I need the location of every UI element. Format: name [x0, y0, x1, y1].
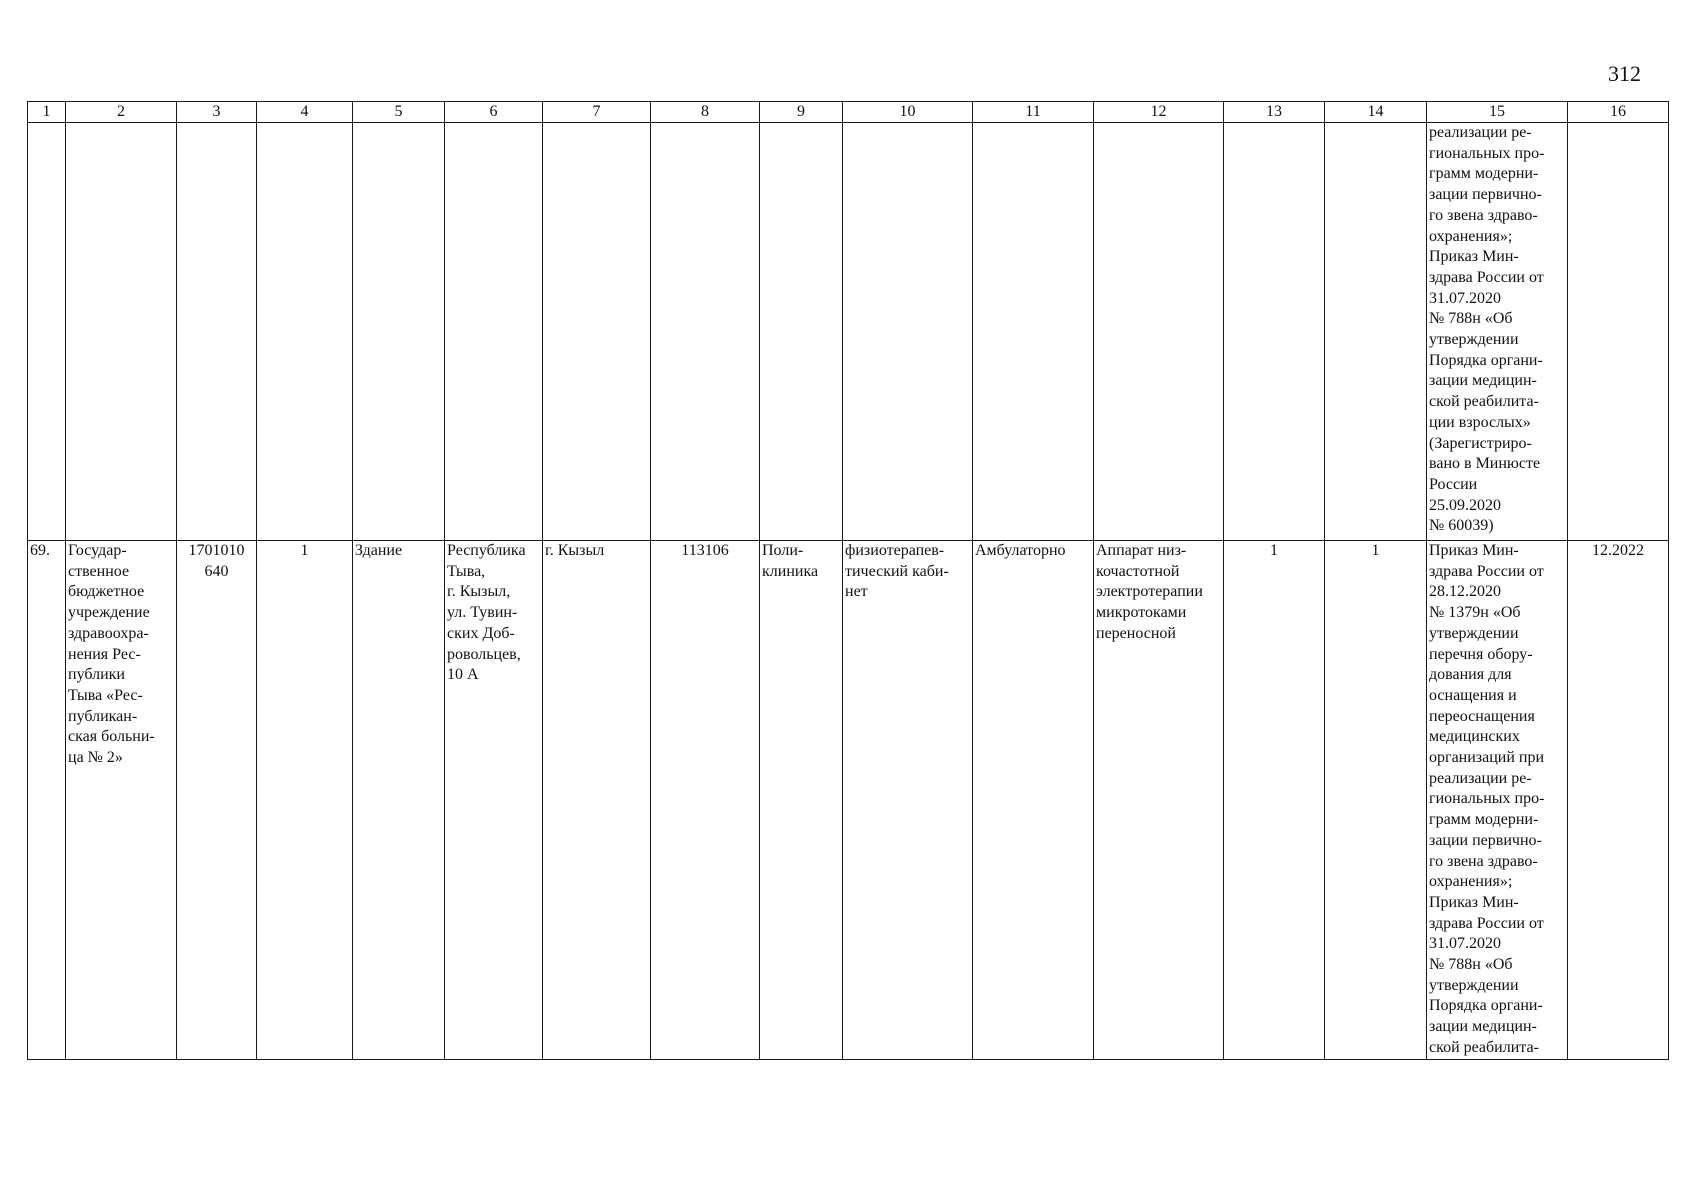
cell-text-line: утверждении [1429, 976, 1519, 994]
page-number: 312 [1608, 61, 1641, 86]
cell-text-line: грамм модерни- [1429, 165, 1539, 183]
cell-text-line: Приказ Мин- [1429, 248, 1519, 266]
column-header: 1 [28, 102, 66, 123]
cell-text-line: здрава России от [1429, 562, 1544, 580]
cell-text-line: Приказ Мин- [1429, 542, 1519, 559]
cell-text-line: го звена здраво- [1429, 206, 1538, 224]
cell-text-line: Тыва «Рес- [68, 686, 143, 704]
column-header: 4 [257, 102, 353, 123]
cell-text-line: дования для [1429, 666, 1512, 684]
column-header: 10 [843, 102, 973, 123]
count-cell: 1 [257, 541, 353, 1060]
cell-text-line: здрава России от [1429, 914, 1544, 932]
equipment-table [27, 101, 1669, 1060]
cell-text-line: тический каби- [845, 562, 949, 580]
object-type-cell: Здание [353, 541, 445, 1060]
cell-text-line: здрава России от [1429, 268, 1544, 286]
cell-text-line: реализации ре- [1429, 124, 1532, 141]
cell-text-line: перечня обору- [1429, 645, 1533, 663]
cell-text-line: реализации ре- [1429, 769, 1532, 787]
inn-cell [177, 541, 257, 1060]
column-header: 5 [353, 102, 445, 123]
column-header: 14 [1325, 102, 1427, 123]
column-header: 8 [651, 102, 760, 123]
cell-text-line: Поли- [762, 542, 804, 559]
column-header: 11 [973, 102, 1094, 123]
cell-text-line: вано в Минюсте [1429, 455, 1541, 473]
cell-text-line: грамм модерни- [1429, 811, 1539, 829]
cell-text-line: здравоохра- [68, 624, 149, 642]
table-row-continued [28, 123, 1669, 541]
cell-text-line: 10 А [447, 666, 479, 684]
cell-text-line: переносной [1096, 624, 1176, 642]
table-cell [843, 123, 973, 541]
cell-text-line: гиональных про- [1429, 790, 1545, 808]
cell-text-line: гиональных про- [1429, 144, 1545, 162]
table-row-69 [28, 541, 1669, 1060]
room-cell [843, 541, 973, 1060]
cell-text-line: физиотерапев- [845, 542, 945, 559]
cell-text-line: го звена здраво- [1429, 852, 1538, 870]
cell-text-line: кочастотной [1096, 562, 1180, 580]
cell-text-line: зации первично- [1429, 831, 1542, 849]
cell-text-line: нения Рес- [68, 645, 141, 663]
cell-text-line: 640 [204, 562, 229, 580]
cell-text-line: № 788н «Об [1429, 310, 1513, 328]
cell-text-line: оснащения и [1429, 686, 1517, 704]
table-cell [177, 123, 257, 541]
cell-text-line: переоснащения [1429, 707, 1535, 725]
cell-text-line: организаций при [1429, 749, 1545, 767]
table-cell [1325, 123, 1427, 541]
cell-text-line: клиника [762, 562, 819, 580]
unit-type-cell [760, 541, 843, 1060]
table-cell [353, 123, 445, 541]
cell-text-line: Государ- [68, 542, 127, 559]
cell-text-line: г. Кызыл, [447, 583, 511, 601]
table-cell [973, 123, 1094, 541]
cell-text-line: Республика [447, 542, 526, 559]
cell-text-line: ской реабилита- [1429, 1038, 1539, 1056]
column-number-row [28, 102, 1669, 123]
table-cell [760, 123, 843, 541]
legal-basis-cell [1427, 123, 1568, 541]
cell-text-line: зации медицин- [1429, 1018, 1537, 1036]
column-header: 12 [1094, 102, 1224, 123]
table-cell [1224, 123, 1325, 541]
table-cell [257, 123, 353, 541]
institution-name-cell [66, 541, 177, 1060]
cell-text-line: Порядка органи- [1429, 351, 1543, 369]
column-header: 6 [445, 102, 543, 123]
column-header: 13 [1224, 102, 1325, 123]
cell-text-line: 31.07.2020 [1429, 935, 1501, 953]
cell-text-line: зации медицин- [1429, 372, 1537, 390]
cell-text-line: ца № 2» [68, 749, 123, 767]
table-cell [66, 123, 177, 541]
cell-text-line: 28.12.2020 [1429, 583, 1501, 601]
column-header: 7 [543, 102, 651, 123]
row-number-cell: 69. [28, 541, 66, 1060]
table-cell [1568, 123, 1669, 541]
cell-text-line: Порядка органи- [1429, 997, 1543, 1015]
cell-text-line: нет [845, 583, 868, 601]
cell-text-line: ственное [68, 562, 130, 580]
code-cell: 113106 [651, 541, 760, 1060]
table-cell [445, 123, 543, 541]
column-header: 9 [760, 102, 843, 123]
table-cell [1094, 123, 1224, 541]
cell-text-line: 1701010 [188, 542, 245, 559]
cell-text-line: микротоками [1096, 604, 1187, 622]
cell-text-line: Приказ Мин- [1429, 893, 1519, 911]
cell-text-line: публикан- [68, 707, 138, 725]
column-header: 3 [177, 102, 257, 123]
cell-text-line: охранения»; [1429, 227, 1513, 245]
cell-text-line: медицинских [1429, 728, 1520, 746]
cell-text-line: учреждение [68, 604, 150, 622]
cell-text-line: № 1379н «Об [1429, 604, 1521, 622]
cell-text-line: 31.07.2020 [1429, 289, 1501, 307]
quantity-cell: 1 [1325, 541, 1427, 1060]
column-header: 2 [66, 102, 177, 123]
care-form-cell: Амбулаторно [973, 541, 1094, 1060]
city-cell: г. Кызыл [543, 541, 651, 1060]
cell-text-line: Тыва, [447, 562, 486, 580]
table-cell [28, 123, 66, 541]
date-cell: 12.2022 [1568, 541, 1669, 1060]
legal-basis-cell [1427, 541, 1568, 1060]
cell-text-line: Аппарат низ- [1096, 542, 1187, 559]
address-cell [445, 541, 543, 1060]
cell-text-line: утверждении [1429, 331, 1519, 349]
cell-text-line: № 60039) [1429, 517, 1494, 535]
table-cell [651, 123, 760, 541]
cell-text-line: электротерапии [1096, 583, 1203, 601]
cell-text-line: охранения»; [1429, 873, 1513, 891]
cell-text-line: ских Доб- [447, 624, 515, 642]
cell-text-line: № 788н «Об [1429, 956, 1513, 974]
cell-text-line: ской реабилита- [1429, 393, 1539, 411]
cell-text-line: ская больни- [68, 728, 155, 746]
cell-text-line: ции взрослых» [1429, 413, 1531, 431]
column-header: 16 [1568, 102, 1669, 123]
cell-text-line: зации первично- [1429, 186, 1542, 204]
quantity-cell: 1 [1224, 541, 1325, 1060]
cell-text-line: бюджетное [68, 583, 145, 601]
cell-text-line: 25.09.2020 [1429, 496, 1501, 514]
table-cell [543, 123, 651, 541]
cell-text-line: утверждении [1429, 624, 1519, 642]
cell-text-line: России [1429, 475, 1478, 493]
cell-text-line: ул. Тувин- [447, 604, 518, 622]
cell-text-line: (Зарегистриро- [1429, 434, 1532, 452]
equipment-cell [1094, 541, 1224, 1060]
column-header: 15 [1427, 102, 1568, 123]
cell-text-line: ровольцев, [447, 645, 521, 663]
cell-text-line: публики [68, 666, 125, 684]
